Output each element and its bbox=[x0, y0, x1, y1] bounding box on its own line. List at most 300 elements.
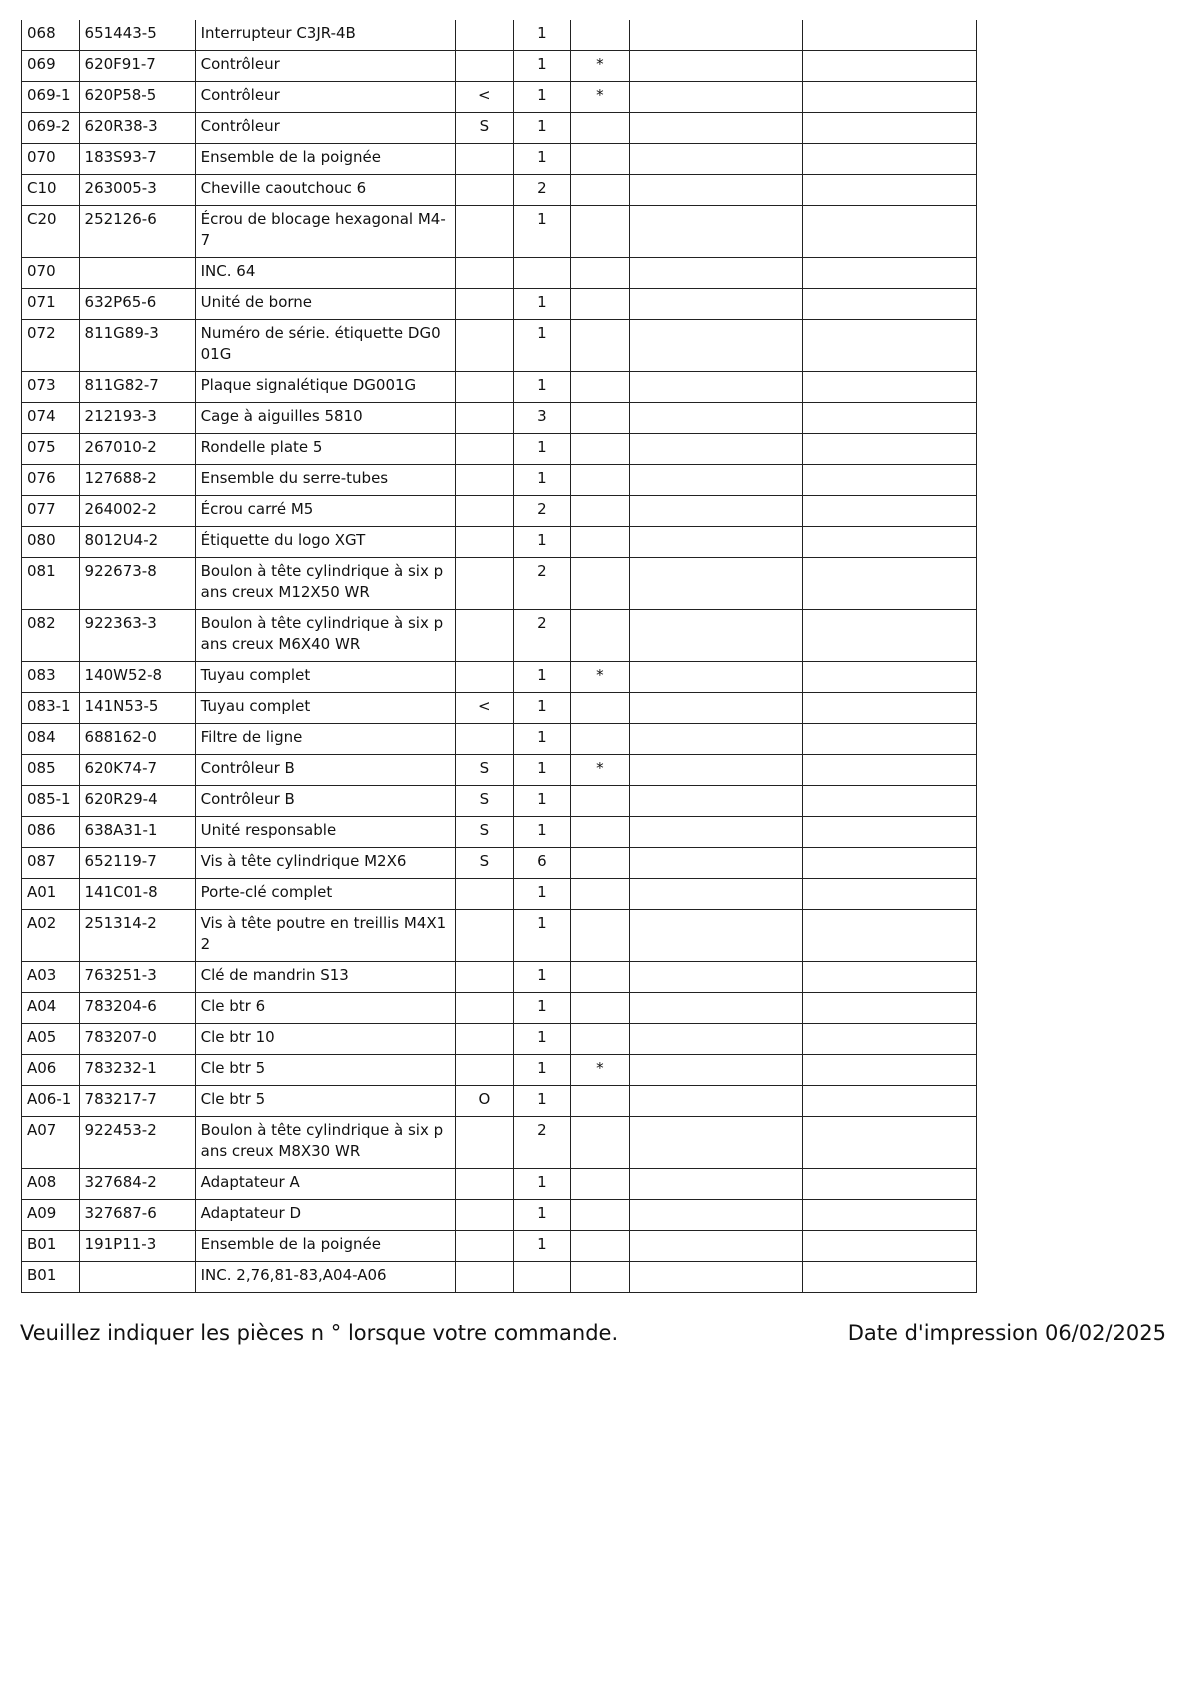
blank-cell-2 bbox=[803, 1024, 977, 1055]
item-number-cell: B01 bbox=[22, 1231, 80, 1262]
description-cell: Contrôleur B bbox=[195, 786, 455, 817]
description-cell: Ensemble du serre-tubes bbox=[195, 465, 455, 496]
flag-cell bbox=[571, 910, 630, 962]
blank-cell-1 bbox=[629, 465, 803, 496]
description-cell: Boulon à tête cylindrique à six pans creux M12X50 WR bbox=[195, 558, 455, 610]
table-row bbox=[22, 527, 977, 558]
flag-cell bbox=[571, 372, 630, 403]
description-cell: Ensemble de la poignée bbox=[195, 144, 455, 175]
description-cell: Contrôleur B bbox=[195, 755, 455, 786]
quantity-cell: 1 bbox=[513, 662, 571, 693]
note-cell bbox=[456, 1055, 514, 1086]
item-number-cell: C20 bbox=[22, 206, 80, 258]
part-number-cell: 783207-0 bbox=[79, 1024, 195, 1055]
note-cell bbox=[456, 724, 514, 755]
item-number-cell: A06-1 bbox=[22, 1086, 80, 1117]
flag-cell bbox=[571, 465, 630, 496]
note-cell bbox=[456, 465, 514, 496]
description-cell: Unité responsable bbox=[195, 817, 455, 848]
blank-cell-1 bbox=[629, 372, 803, 403]
item-number-cell: A05 bbox=[22, 1024, 80, 1055]
quantity-cell: 6 bbox=[513, 848, 571, 879]
item-number-cell: 071 bbox=[22, 289, 80, 320]
note-cell bbox=[456, 879, 514, 910]
flag-cell bbox=[571, 610, 630, 662]
table-row bbox=[22, 82, 977, 113]
note-cell bbox=[456, 558, 514, 610]
item-number-cell: 068 bbox=[22, 20, 80, 51]
table-row bbox=[22, 1117, 977, 1169]
quantity-cell: 1 bbox=[513, 1200, 571, 1231]
blank-cell-1 bbox=[629, 1262, 803, 1293]
blank-cell-1 bbox=[629, 1117, 803, 1169]
quantity-cell: 1 bbox=[513, 51, 571, 82]
blank-cell-2 bbox=[803, 496, 977, 527]
blank-cell-2 bbox=[803, 51, 977, 82]
quantity-cell: 1 bbox=[513, 786, 571, 817]
table-row bbox=[22, 962, 977, 993]
blank-cell-2 bbox=[803, 372, 977, 403]
description-cell: Ensemble de la poignée bbox=[195, 1231, 455, 1262]
description-cell: Adaptateur D bbox=[195, 1200, 455, 1231]
part-number-cell: 620K74-7 bbox=[79, 755, 195, 786]
print-date: Date d'impression 06/02/2025 bbox=[847, 1321, 1166, 1345]
table-row bbox=[22, 1169, 977, 1200]
quantity-cell: 1 bbox=[513, 144, 571, 175]
blank-cell-1 bbox=[629, 962, 803, 993]
blank-cell-2 bbox=[803, 1262, 977, 1293]
part-number-cell: 652119-7 bbox=[79, 848, 195, 879]
part-number-cell: 264002-2 bbox=[79, 496, 195, 527]
quantity-cell: 1 bbox=[513, 434, 571, 465]
blank-cell-2 bbox=[803, 993, 977, 1024]
item-number-cell: A08 bbox=[22, 1169, 80, 1200]
flag-cell bbox=[571, 817, 630, 848]
description-cell: Contrôleur bbox=[195, 113, 455, 144]
description-cell: Porte-clé complet bbox=[195, 879, 455, 910]
blank-cell-2 bbox=[803, 1055, 977, 1086]
table-row bbox=[22, 496, 977, 527]
part-number-cell: 212193-3 bbox=[79, 403, 195, 434]
table-row bbox=[22, 755, 977, 786]
note-cell bbox=[456, 1169, 514, 1200]
quantity-cell: 1 bbox=[513, 372, 571, 403]
blank-cell-2 bbox=[803, 175, 977, 206]
item-number-cell: 085 bbox=[22, 755, 80, 786]
description-cell: Cle btr 6 bbox=[195, 993, 455, 1024]
flag-cell bbox=[571, 1117, 630, 1169]
blank-cell-2 bbox=[803, 817, 977, 848]
flag-cell bbox=[571, 879, 630, 910]
blank-cell-2 bbox=[803, 258, 977, 289]
flag-cell bbox=[571, 1262, 630, 1293]
flag-cell bbox=[571, 206, 630, 258]
flag-cell: * bbox=[571, 755, 630, 786]
description-cell: INC. 2,76,81-83,A04-A06 bbox=[195, 1262, 455, 1293]
item-number-cell: A01 bbox=[22, 879, 80, 910]
note-cell: S bbox=[456, 113, 514, 144]
item-number-cell: 072 bbox=[22, 320, 80, 372]
table-row bbox=[22, 558, 977, 610]
part-number-cell: 191P11-3 bbox=[79, 1231, 195, 1262]
description-cell: Numéro de série. étiquette DG001G bbox=[195, 320, 455, 372]
blank-cell-1 bbox=[629, 1024, 803, 1055]
blank-cell-1 bbox=[629, 434, 803, 465]
description-cell: Unité de borne bbox=[195, 289, 455, 320]
item-number-cell: 077 bbox=[22, 496, 80, 527]
description-cell: Interrupteur C3JR-4B bbox=[195, 20, 455, 51]
note-cell bbox=[456, 610, 514, 662]
item-number-cell: B01 bbox=[22, 1262, 80, 1293]
table-row bbox=[22, 465, 977, 496]
part-number-cell bbox=[79, 258, 195, 289]
blank-cell-1 bbox=[629, 527, 803, 558]
description-cell: Clé de mandrin S13 bbox=[195, 962, 455, 993]
quantity-cell: 1 bbox=[513, 817, 571, 848]
item-number-cell: 087 bbox=[22, 848, 80, 879]
part-number-cell: 263005-3 bbox=[79, 175, 195, 206]
description-cell: Vis à tête cylindrique M2X6 bbox=[195, 848, 455, 879]
item-number-cell: 082 bbox=[22, 610, 80, 662]
quantity-cell: 1 bbox=[513, 82, 571, 113]
part-number-cell bbox=[79, 1262, 195, 1293]
item-number-cell: 073 bbox=[22, 372, 80, 403]
note-cell bbox=[456, 403, 514, 434]
note-cell bbox=[456, 662, 514, 693]
note-cell bbox=[456, 1024, 514, 1055]
blank-cell-2 bbox=[803, 962, 977, 993]
description-cell: Tuyau complet bbox=[195, 693, 455, 724]
quantity-cell: 1 bbox=[513, 755, 571, 786]
note-cell bbox=[456, 372, 514, 403]
blank-cell-2 bbox=[803, 403, 977, 434]
blank-cell-1 bbox=[629, 289, 803, 320]
blank-cell-2 bbox=[803, 879, 977, 910]
note-cell bbox=[456, 20, 514, 51]
quantity-cell: 1 bbox=[513, 1055, 571, 1086]
parts-table-body bbox=[22, 20, 977, 1293]
part-number-cell: 638A31-1 bbox=[79, 817, 195, 848]
quantity-cell: 1 bbox=[513, 113, 571, 144]
table-row bbox=[22, 20, 977, 51]
table-row bbox=[22, 144, 977, 175]
description-cell: Écrou de blocage hexagonal M4-7 bbox=[195, 206, 455, 258]
blank-cell-2 bbox=[803, 20, 977, 51]
quantity-cell: 1 bbox=[513, 962, 571, 993]
note-cell bbox=[456, 144, 514, 175]
flag-cell bbox=[571, 403, 630, 434]
blank-cell-2 bbox=[803, 1117, 977, 1169]
description-cell: Boulon à tête cylindrique à six pans creux M6X40 WR bbox=[195, 610, 455, 662]
table-row bbox=[22, 724, 977, 755]
table-row bbox=[22, 1262, 977, 1293]
blank-cell-2 bbox=[803, 558, 977, 610]
description-cell: Écrou carré M5 bbox=[195, 496, 455, 527]
blank-cell-1 bbox=[629, 320, 803, 372]
flag-cell: * bbox=[571, 82, 630, 113]
description-cell: Cheville caoutchouc 6 bbox=[195, 175, 455, 206]
item-number-cell: A03 bbox=[22, 962, 80, 993]
blank-cell-1 bbox=[629, 558, 803, 610]
table-row bbox=[22, 879, 977, 910]
item-number-cell: A04 bbox=[22, 993, 80, 1024]
quantity-cell: 1 bbox=[513, 320, 571, 372]
flag-cell bbox=[571, 527, 630, 558]
note-cell bbox=[456, 1200, 514, 1231]
note-cell bbox=[456, 962, 514, 993]
description-cell: Étiquette du logo XGT bbox=[195, 527, 455, 558]
description-cell: Plaque signalétique DG001G bbox=[195, 372, 455, 403]
blank-cell-1 bbox=[629, 20, 803, 51]
note-cell: < bbox=[456, 693, 514, 724]
part-number-cell: 8012U4-2 bbox=[79, 527, 195, 558]
part-number-cell: 127688-2 bbox=[79, 465, 195, 496]
item-number-cell: 069-2 bbox=[22, 113, 80, 144]
part-number-cell: 922453-2 bbox=[79, 1117, 195, 1169]
blank-cell-1 bbox=[629, 113, 803, 144]
note-cell bbox=[456, 289, 514, 320]
note-cell: < bbox=[456, 82, 514, 113]
blank-cell-2 bbox=[803, 1200, 977, 1231]
quantity-cell bbox=[513, 1262, 571, 1293]
item-number-cell: A06 bbox=[22, 1055, 80, 1086]
flag-cell bbox=[571, 1024, 630, 1055]
blank-cell-1 bbox=[629, 786, 803, 817]
flag-cell bbox=[571, 786, 630, 817]
blank-cell-2 bbox=[803, 113, 977, 144]
quantity-cell: 1 bbox=[513, 910, 571, 962]
flag-cell bbox=[571, 724, 630, 755]
note-cell bbox=[456, 175, 514, 206]
note-cell: S bbox=[456, 786, 514, 817]
flag-cell bbox=[571, 144, 630, 175]
flag-cell bbox=[571, 1231, 630, 1262]
flag-cell: * bbox=[571, 662, 630, 693]
quantity-cell: 1 bbox=[513, 527, 571, 558]
description-cell: Cle btr 10 bbox=[195, 1024, 455, 1055]
flag-cell bbox=[571, 962, 630, 993]
blank-cell-2 bbox=[803, 724, 977, 755]
parts-table bbox=[21, 20, 977, 1293]
item-number-cell: C10 bbox=[22, 175, 80, 206]
blank-cell-1 bbox=[629, 693, 803, 724]
part-number-cell: 141C01-8 bbox=[79, 879, 195, 910]
description-cell: Contrôleur bbox=[195, 82, 455, 113]
blank-cell-2 bbox=[803, 1086, 977, 1117]
quantity-cell: 1 bbox=[513, 465, 571, 496]
table-row bbox=[22, 817, 977, 848]
blank-cell-2 bbox=[803, 1169, 977, 1200]
blank-cell-2 bbox=[803, 144, 977, 175]
part-number-cell: 620F91-7 bbox=[79, 51, 195, 82]
blank-cell-1 bbox=[629, 258, 803, 289]
flag-cell bbox=[571, 1086, 630, 1117]
description-cell: INC. 64 bbox=[195, 258, 455, 289]
blank-cell-1 bbox=[629, 144, 803, 175]
description-cell: Cage à aiguilles 5810 bbox=[195, 403, 455, 434]
note-cell bbox=[456, 496, 514, 527]
table-row bbox=[22, 372, 977, 403]
blank-cell-1 bbox=[629, 1086, 803, 1117]
note-cell bbox=[456, 320, 514, 372]
blank-cell-1 bbox=[629, 724, 803, 755]
quantity-cell: 1 bbox=[513, 879, 571, 910]
flag-cell: * bbox=[571, 1055, 630, 1086]
table-row bbox=[22, 51, 977, 82]
quantity-cell: 1 bbox=[513, 20, 571, 51]
part-number-cell: 620R38-3 bbox=[79, 113, 195, 144]
table-row bbox=[22, 113, 977, 144]
quantity-cell: 2 bbox=[513, 496, 571, 527]
part-number-cell: 252126-6 bbox=[79, 206, 195, 258]
quantity-cell: 1 bbox=[513, 724, 571, 755]
blank-cell-2 bbox=[803, 755, 977, 786]
item-number-cell: A09 bbox=[22, 1200, 80, 1231]
blank-cell-1 bbox=[629, 206, 803, 258]
table-row bbox=[22, 610, 977, 662]
note-cell bbox=[456, 993, 514, 1024]
description-cell: Boulon à tête cylindrique à six pans creux M8X30 WR bbox=[195, 1117, 455, 1169]
part-number-cell: 922673-8 bbox=[79, 558, 195, 610]
part-number-cell: 267010-2 bbox=[79, 434, 195, 465]
table-row bbox=[22, 289, 977, 320]
item-number-cell: 083 bbox=[22, 662, 80, 693]
part-number-cell: 327684-2 bbox=[79, 1169, 195, 1200]
flag-cell bbox=[571, 258, 630, 289]
description-cell: Contrôleur bbox=[195, 51, 455, 82]
part-number-cell: 922363-3 bbox=[79, 610, 195, 662]
item-number-cell: 069 bbox=[22, 51, 80, 82]
description-cell: Rondelle plate 5 bbox=[195, 434, 455, 465]
blank-cell-2 bbox=[803, 910, 977, 962]
note-cell bbox=[456, 258, 514, 289]
table-row bbox=[22, 434, 977, 465]
blank-cell-2 bbox=[803, 465, 977, 496]
blank-cell-1 bbox=[629, 848, 803, 879]
table-row bbox=[22, 662, 977, 693]
part-number-cell: 783232-1 bbox=[79, 1055, 195, 1086]
blank-cell-2 bbox=[803, 434, 977, 465]
quantity-cell: 2 bbox=[513, 610, 571, 662]
note-cell bbox=[456, 527, 514, 558]
flag-cell bbox=[571, 1169, 630, 1200]
item-number-cell: 085-1 bbox=[22, 786, 80, 817]
note-cell: S bbox=[456, 755, 514, 786]
blank-cell-1 bbox=[629, 610, 803, 662]
flag-cell bbox=[571, 175, 630, 206]
table-row bbox=[22, 206, 977, 258]
item-number-cell: 084 bbox=[22, 724, 80, 755]
part-number-cell: 811G89-3 bbox=[79, 320, 195, 372]
item-number-cell: 081 bbox=[22, 558, 80, 610]
part-number-cell: 140W52-8 bbox=[79, 662, 195, 693]
blank-cell-1 bbox=[629, 403, 803, 434]
table-row bbox=[22, 786, 977, 817]
table-row bbox=[22, 910, 977, 962]
table-row bbox=[22, 175, 977, 206]
quantity-cell: 1 bbox=[513, 993, 571, 1024]
item-number-cell: A07 bbox=[22, 1117, 80, 1169]
item-number-cell: A02 bbox=[22, 910, 80, 962]
note-cell: O bbox=[456, 1086, 514, 1117]
quantity-cell: 1 bbox=[513, 1086, 571, 1117]
blank-cell-1 bbox=[629, 82, 803, 113]
item-number-cell: 070 bbox=[22, 258, 80, 289]
quantity-cell: 2 bbox=[513, 558, 571, 610]
blank-cell-1 bbox=[629, 496, 803, 527]
table-row bbox=[22, 693, 977, 724]
description-cell: Cle btr 5 bbox=[195, 1086, 455, 1117]
blank-cell-1 bbox=[629, 910, 803, 962]
quantity-cell bbox=[513, 258, 571, 289]
order-instruction-note: Veuillez indiquer les pièces n ° lorsque votre commande. bbox=[20, 1321, 619, 1345]
part-number-cell: 632P65-6 bbox=[79, 289, 195, 320]
part-number-cell: 811G82-7 bbox=[79, 372, 195, 403]
blank-cell-2 bbox=[803, 848, 977, 879]
blank-cell-1 bbox=[629, 51, 803, 82]
item-number-cell: 075 bbox=[22, 434, 80, 465]
blank-cell-2 bbox=[803, 320, 977, 372]
blank-cell-2 bbox=[803, 610, 977, 662]
part-number-cell: 763251-3 bbox=[79, 962, 195, 993]
item-number-cell: 074 bbox=[22, 403, 80, 434]
note-cell bbox=[456, 1231, 514, 1262]
flag-cell bbox=[571, 289, 630, 320]
quantity-cell: 2 bbox=[513, 175, 571, 206]
quantity-cell: 1 bbox=[513, 1169, 571, 1200]
item-number-cell: 080 bbox=[22, 527, 80, 558]
blank-cell-1 bbox=[629, 1055, 803, 1086]
note-cell bbox=[456, 206, 514, 258]
part-number-cell: 651443-5 bbox=[79, 20, 195, 51]
flag-cell: * bbox=[571, 51, 630, 82]
note-cell bbox=[456, 1262, 514, 1293]
part-number-cell: 251314-2 bbox=[79, 910, 195, 962]
note-cell: S bbox=[456, 848, 514, 879]
item-number-cell: 083-1 bbox=[22, 693, 80, 724]
blank-cell-1 bbox=[629, 817, 803, 848]
blank-cell-2 bbox=[803, 527, 977, 558]
blank-cell-2 bbox=[803, 786, 977, 817]
note-cell bbox=[456, 1117, 514, 1169]
blank-cell-2 bbox=[803, 206, 977, 258]
flag-cell bbox=[571, 113, 630, 144]
part-number-cell: 688162-0 bbox=[79, 724, 195, 755]
description-cell: Adaptateur A bbox=[195, 1169, 455, 1200]
part-number-cell: 183S93-7 bbox=[79, 144, 195, 175]
table-row bbox=[22, 848, 977, 879]
note-cell bbox=[456, 434, 514, 465]
part-number-cell: 327687-6 bbox=[79, 1200, 195, 1231]
blank-cell-1 bbox=[629, 175, 803, 206]
blank-cell-2 bbox=[803, 289, 977, 320]
blank-cell-1 bbox=[629, 1200, 803, 1231]
note-cell bbox=[456, 910, 514, 962]
blank-cell-2 bbox=[803, 693, 977, 724]
table-row bbox=[22, 320, 977, 372]
flag-cell bbox=[571, 1200, 630, 1231]
table-row bbox=[22, 993, 977, 1024]
flag-cell bbox=[571, 558, 630, 610]
description-cell: Vis à tête poutre en treillis M4X12 bbox=[195, 910, 455, 962]
blank-cell-1 bbox=[629, 755, 803, 786]
quantity-cell: 1 bbox=[513, 693, 571, 724]
quantity-cell: 2 bbox=[513, 1117, 571, 1169]
blank-cell-2 bbox=[803, 1231, 977, 1262]
flag-cell bbox=[571, 434, 630, 465]
item-number-cell: 069-1 bbox=[22, 82, 80, 113]
note-cell bbox=[456, 51, 514, 82]
